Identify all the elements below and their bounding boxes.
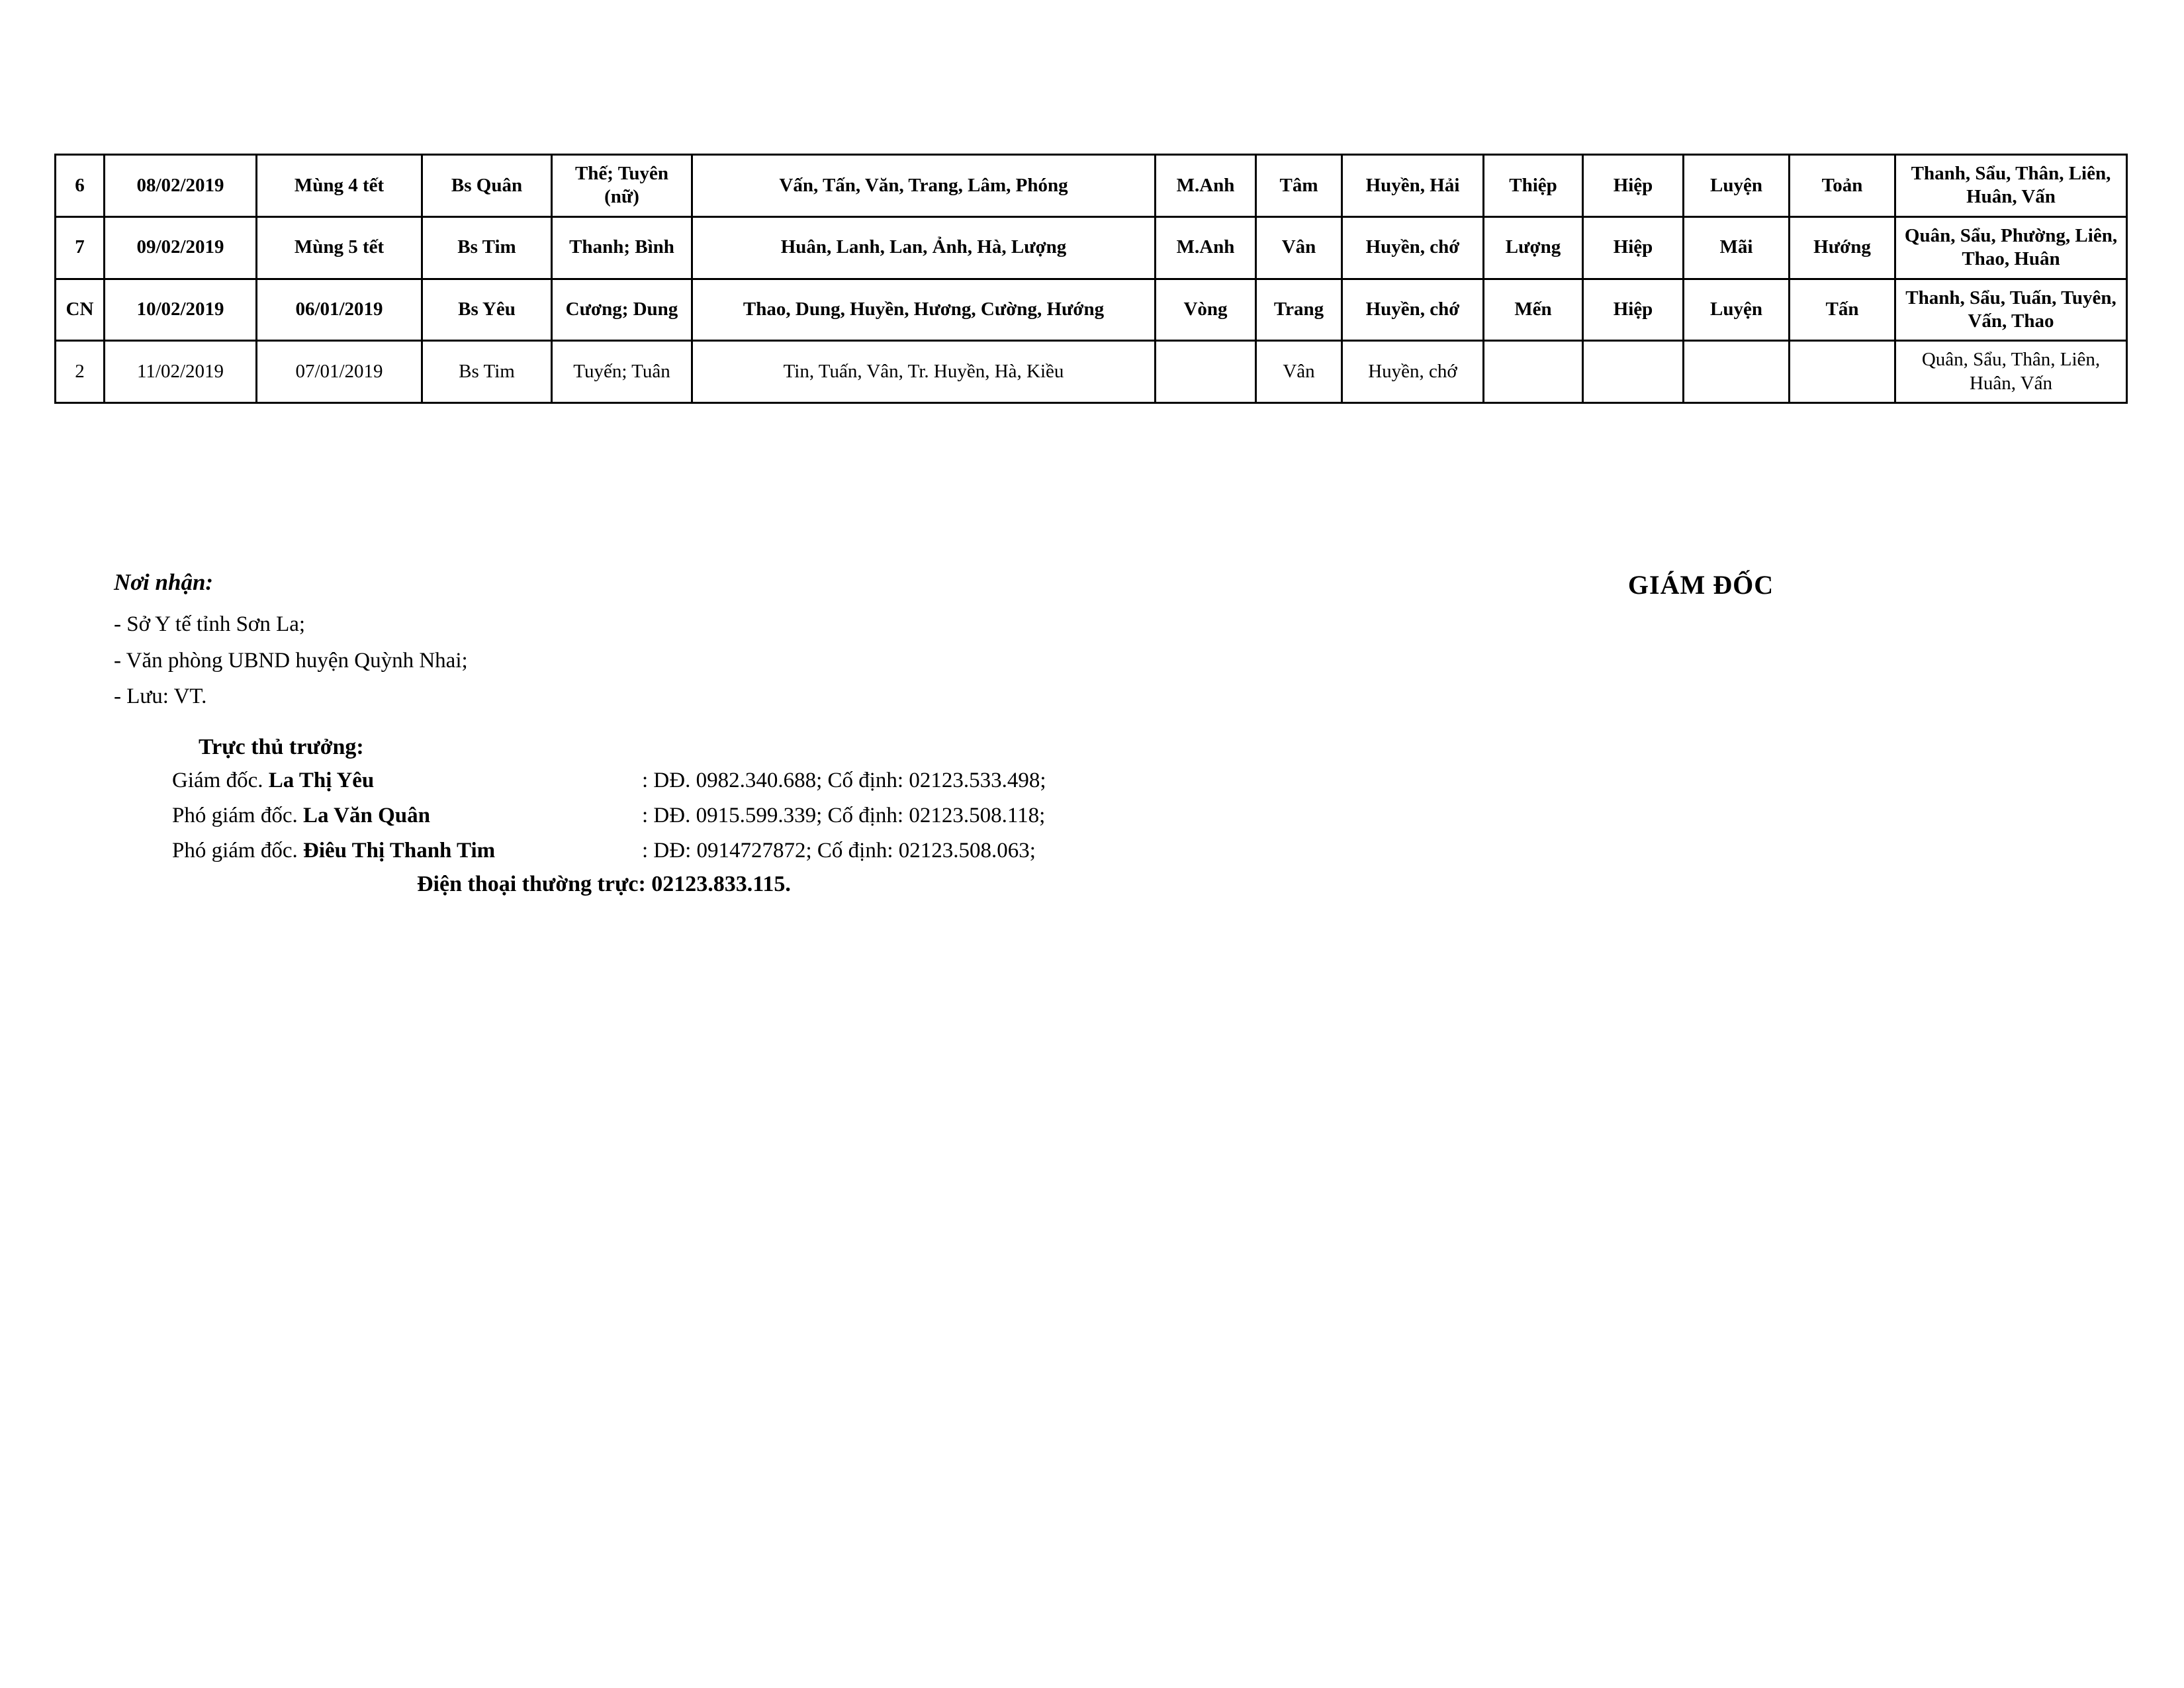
duty-leader-entry <box>172 767 1430 795</box>
cell-staff-list: Thao, Dung, Huyền, Hương, Cường, Hướng <box>692 279 1156 341</box>
duty-leaders-block <box>172 735 1430 897</box>
cell-stt: 7 <box>56 216 105 279</box>
duty-leader-name: La Thị Yêu <box>268 769 375 792</box>
cell-col7 <box>1156 341 1256 403</box>
cell-col14: Thanh, Sẩu, Tuấn, Tuyên, Vấn, Thao <box>1895 279 2127 341</box>
cell-solar-date: 08/02/2019 <box>105 155 257 217</box>
cell-col7: M.Anh <box>1156 155 1256 217</box>
cell-col11 <box>1583 341 1684 403</box>
table-row <box>56 279 2127 341</box>
cell-col9: Huyền, chớ <box>1342 341 1484 403</box>
cell-nurses: Thanh; Bình <box>552 216 692 279</box>
cell-col8: Vân <box>1256 216 1342 279</box>
table-row <box>56 216 2127 279</box>
duty-leader-role <box>172 767 642 795</box>
cell-lunar-date: 06/01/2019 <box>257 279 422 341</box>
cell-col11: Hiệp <box>1583 279 1684 341</box>
director-signature-label: GIÁM ĐỐC <box>1627 570 1774 600</box>
cell-nurses: Thế; Tuyên (nữ) <box>552 155 692 217</box>
duty-leader-name: Điêu Thị Thanh Tim <box>302 838 496 863</box>
cell-col14: Quân, Sẩu, Phường, Liên, Thao, Huân <box>1895 216 2127 279</box>
cell-col13: Tấn <box>1790 279 1895 341</box>
cell-col11: Hiệp <box>1583 216 1684 279</box>
cell-col8: Trang <box>1256 279 1342 341</box>
cell-nurses: Cương; Dung <box>552 279 692 341</box>
cell-col13 <box>1790 341 1895 403</box>
cell-col7: Vòng <box>1156 279 1256 341</box>
duty-hotline: Điện thoại thường trực: 02123.833.115. <box>417 871 791 896</box>
cell-staff-list: Huân, Lanh, Lan, Ảnh, Hà, Lượng <box>692 216 1156 279</box>
cell-staff-list: Vấn, Tấn, Văn, Trang, Lâm, Phóng <box>692 155 1156 217</box>
cell-nurses: Tuyến; Tuân <box>552 341 692 403</box>
cell-col12: Luyện <box>1684 155 1790 217</box>
table-row <box>56 341 2127 403</box>
cell-col9: Huyền, chớ <box>1342 216 1484 279</box>
recipient-line: - Sở Y tế tỉnh Sơn La; <box>114 612 306 636</box>
cell-col13: Hướng <box>1790 216 1895 279</box>
recipients-title: Nơi nhận: <box>114 569 214 595</box>
cell-col10: Lượng <box>1484 216 1583 279</box>
cell-col14: Quân, Sẩu, Thân, Liên, Huân, Vấn <box>1895 341 2127 403</box>
duty-leader-name: La Văn Quân <box>302 803 430 827</box>
duty-leader-role-prefix: Giám đốc. <box>172 769 269 792</box>
cell-col8: Tâm <box>1256 155 1342 217</box>
duty-leader-phones: : DĐ. 0982.340.688; Cố định: 02123.533.498; <box>642 769 1046 792</box>
duty-leader-phones: : DĐ: 0914727872; Cố định: 02123.508.063; <box>642 838 1036 863</box>
cell-col14: Thanh, Sẩu, Thân, Liên, Huân, Vấn <box>1895 155 2127 217</box>
cell-col9: Huyền, chớ <box>1342 279 1484 341</box>
cell-doctor: Bs Yêu <box>422 279 552 341</box>
cell-col11: Hiệp <box>1583 155 1684 217</box>
duty-leader-role <box>172 837 642 865</box>
cell-solar-date: 11/02/2019 <box>105 341 257 403</box>
cell-stt: 6 <box>56 155 105 217</box>
cell-col10 <box>1484 341 1583 403</box>
cell-doctor: Bs Tim <box>422 216 552 279</box>
cell-lunar-date: 07/01/2019 <box>257 341 422 403</box>
cell-col12: Mãi <box>1684 216 1790 279</box>
cell-solar-date: 10/02/2019 <box>105 279 257 341</box>
duty-leader-role <box>172 802 642 830</box>
recipient-line: - Văn phòng UBND huyện Quỳnh Nhai; <box>114 648 468 673</box>
cell-col13: Toản <box>1790 155 1895 217</box>
duty-leader-role-prefix: Phó giám đốc. <box>172 838 303 863</box>
duty-leader-entry <box>172 837 1430 865</box>
cell-solar-date: 09/02/2019 <box>105 216 257 279</box>
table-row <box>56 155 2127 217</box>
cell-col9: Huyền, Hải <box>1342 155 1484 217</box>
duty-leader-entry <box>172 802 1430 830</box>
duty-leader-phones: : DĐ. 0915.599.339; Cố định: 02123.508.118; <box>642 803 1046 827</box>
cell-doctor: Bs Tim <box>422 341 552 403</box>
cell-col10: Thiệp <box>1484 155 1583 217</box>
cell-doctor: Bs Quân <box>422 155 552 217</box>
cell-staff-list: Tin, Tuấn, Vân, Tr. Huyền, Hà, Kiều <box>692 341 1156 403</box>
cell-stt: CN <box>56 279 105 341</box>
recipients-block <box>114 566 974 718</box>
cell-stt: 2 <box>56 341 105 403</box>
cell-col8: Vân <box>1256 341 1342 403</box>
cell-col12 <box>1684 341 1790 403</box>
duty-schedule-table-wrapper <box>54 154 2126 404</box>
cell-col7: M.Anh <box>1156 216 1256 279</box>
duty-leaders-title: Trực thủ trưởng: <box>199 735 364 759</box>
cell-lunar-date: Mùng 5 tết <box>257 216 422 279</box>
recipient-line: - Lưu: VT. <box>114 684 207 709</box>
cell-lunar-date: Mùng 4 tết <box>257 155 422 217</box>
duty-leader-role-prefix: Phó giám đốc. <box>172 803 303 827</box>
duty-schedule-table <box>54 154 2128 404</box>
cell-col12: Luyện <box>1684 279 1790 341</box>
cell-col10: Mến <box>1484 279 1583 341</box>
